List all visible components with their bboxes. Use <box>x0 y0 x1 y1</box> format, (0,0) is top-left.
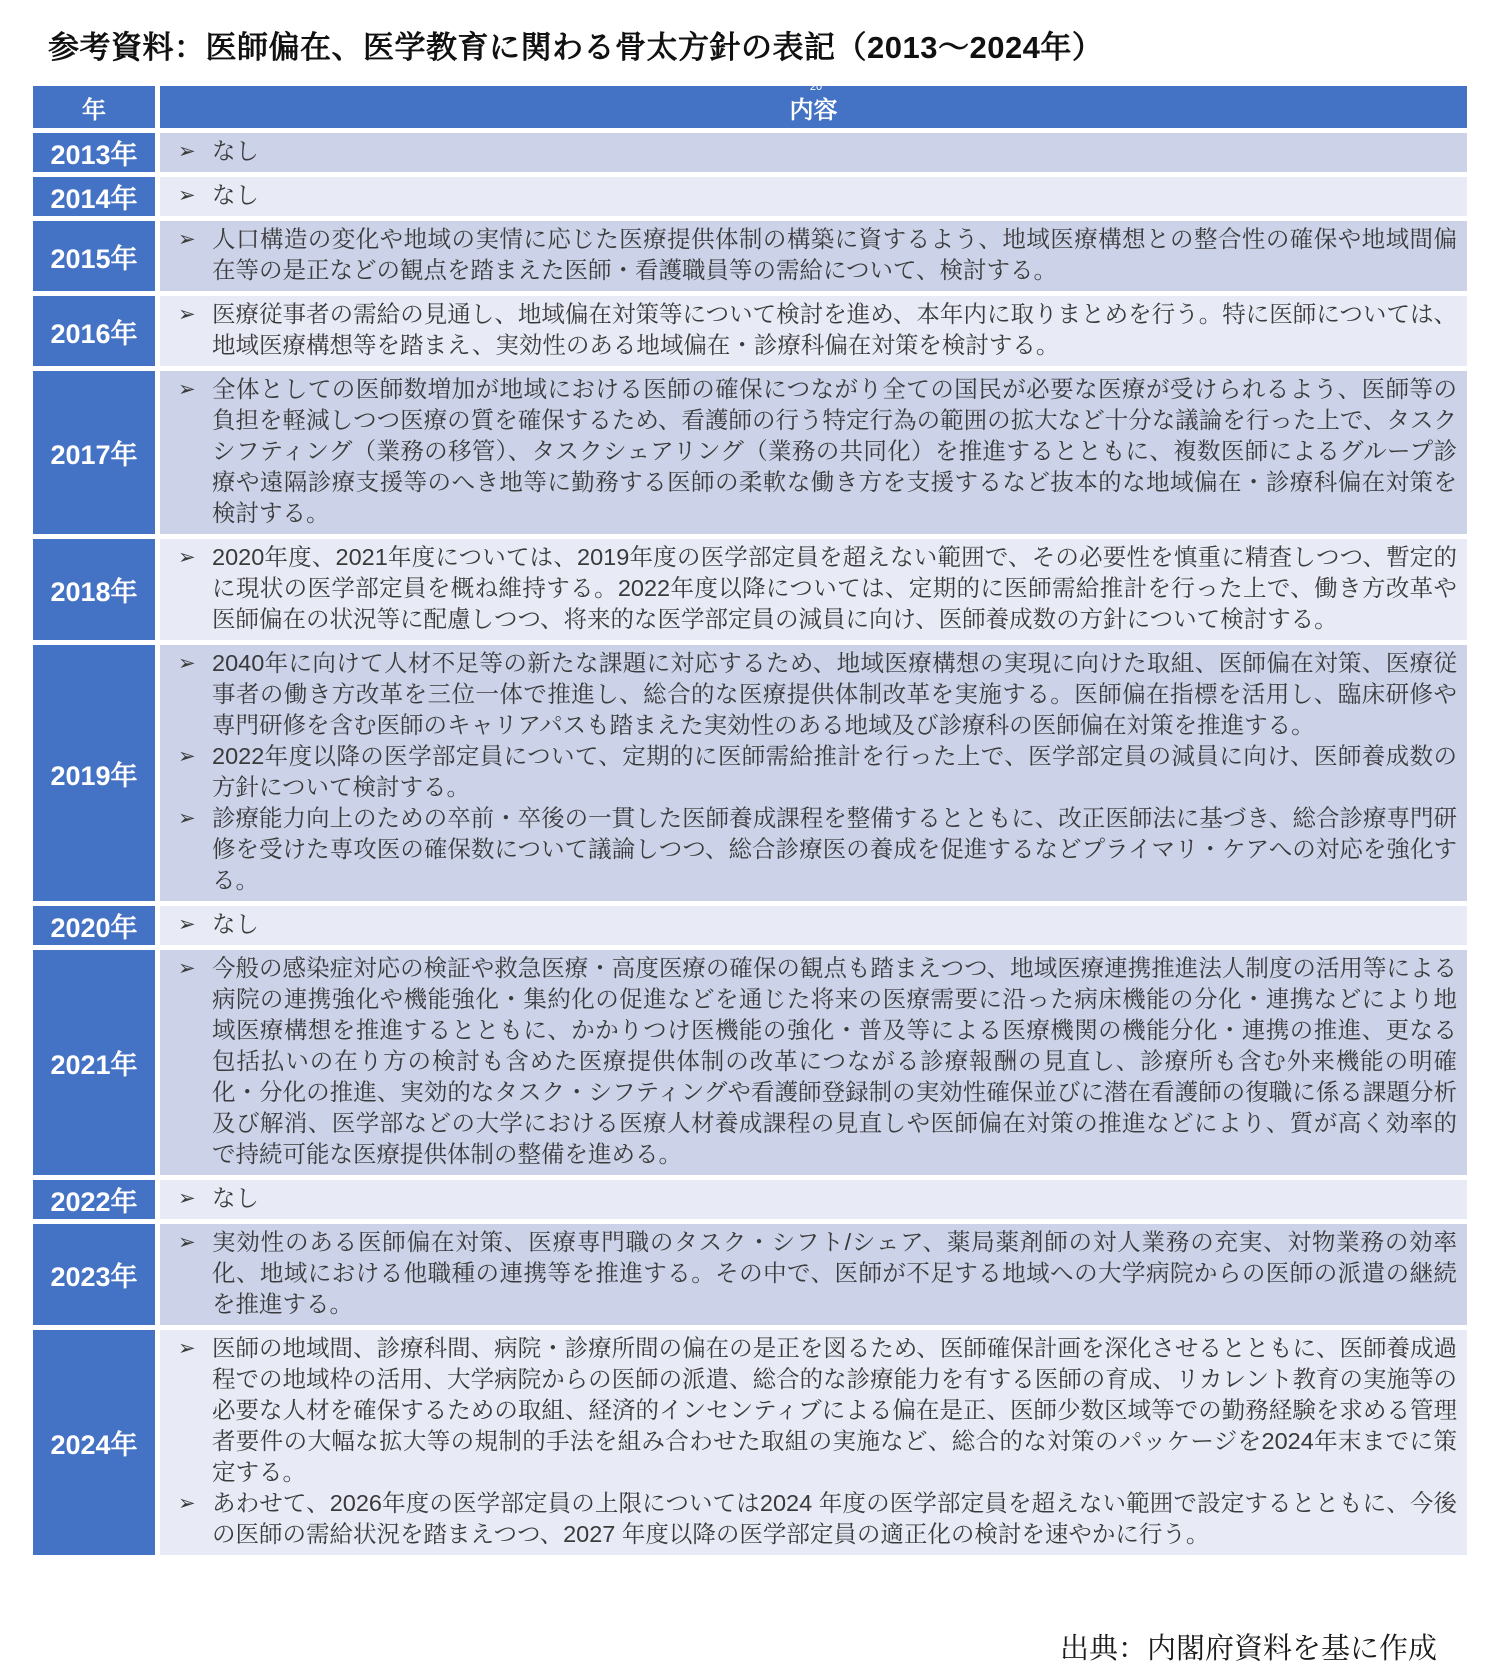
bullet-item <box>176 224 1457 286</box>
arrow-bullet-icon: ➢ <box>178 1187 196 1210</box>
item-text: なし <box>212 138 259 164</box>
year-cell: 2020年 <box>33 906 155 945</box>
item-text: 実効性のある医師偏在対策、医療専門職のタスク・シフト/シェア、薬局薬剤師の対人業務の充実、対物業務の効率化、地域における他職種の連携等を推進する。その中で、医師が不足する地域への大学病院からの医師の派遣の継続を推進する。 <box>212 1229 1457 1317</box>
source-note: 出典：内閣府資料を基に作成 <box>1059 1633 1437 1665</box>
content-cell <box>160 371 1467 534</box>
year-cell: 2019年 <box>33 645 155 901</box>
table-row <box>33 296 1467 366</box>
item-text: 2020年度、2021年度については、2019年度の医学部定員を超えない範囲で、その必要性を慎重に精査しつつ、暫定的に現状の医学部定員を概ね維持する。2022年度以降については、定期的に医師需給推計を行った上で、働き方改革や医師偏在の状況等に配慮しつつ、将来的な医学部定員の減員に向け、医師養成数の方針について検討する。 <box>212 544 1457 632</box>
arrow-bullet-icon: ➢ <box>178 807 196 830</box>
arrow-bullet-icon: ➢ <box>178 546 196 569</box>
table-row <box>33 950 1467 1175</box>
arrow-bullet-icon: ➢ <box>178 957 196 980</box>
bullet-item <box>176 374 1457 529</box>
bullet-item <box>176 1333 1457 1488</box>
item-text: 今般の感染症対応の検証や救急医療・高度医療の確保の観点も踏まえつつ、地域医療連携推進法人制度の活用等による病院の連携強化や機能強化・集約化の促進などを通じた将来の医療需要に沿った病床機能の分化・連携などにより地域医療構想を推進するとともに、かかりつけ医機能の強化・普及等による医療機関の機能分化・連携の推進、更なる包括払いの在り方の検討も含めた医療提供体制の改革につながる診療報酬の見直し、診療所も含む外来機能の明確化・分化の推進、実効的なタスク・シフティングや看護師登録制の実効性確保並びに潜在看護師の復職に係る課題分析及び解消、医学部などの大学における医療人材養成課程の見直しや医師偏在対策の推進などにより、質が高く効率的で持続可能な医療提供体制の整備を進める。 <box>212 955 1457 1167</box>
bullet-item <box>176 299 1457 361</box>
header-year-cell: 年 <box>33 86 155 128</box>
header-content-cell <box>160 81 1467 128</box>
arrow-bullet-icon: ➢ <box>178 378 196 401</box>
arrow-bullet-icon: ➢ <box>178 745 196 768</box>
year-cell: 2017年 <box>33 371 155 534</box>
year-cell: 2016年 <box>33 296 155 366</box>
table-row <box>33 906 1467 945</box>
item-text: 医師の地域間、診療科間、病院・診療所間の偏在の是正を図るため、医師確保計画を深化させるとともに、医師養成過程での地域枠の活用、大学病院からの医師の派遣、総合的な診療能力を有する医師の育成、リカレント教育の実施等の必要な人材を確保するための取組、経済的インセンティブによる偏在是正、医師少数区域等での勤務経験を求める管理者要件の大幅な拡大等の規制的手法を組み合わせた取組の実施など、総合的な対策のパッケージを2024年末までに策定する。 <box>212 1335 1457 1485</box>
content-cell <box>160 906 1467 945</box>
bullet-item <box>176 741 1457 803</box>
year-cell: 2021年 <box>33 950 155 1175</box>
bullet-item <box>176 180 1457 211</box>
table-row <box>33 133 1467 172</box>
header-content-label: 内容 <box>789 96 838 124</box>
bullet-item <box>176 1183 1457 1214</box>
arrow-bullet-icon: ➢ <box>178 1337 196 1360</box>
table-header-row <box>33 81 1467 128</box>
table-row <box>33 221 1467 291</box>
bullet-item <box>176 1227 1457 1320</box>
arrow-bullet-icon: ➢ <box>178 1231 196 1254</box>
bullet-item <box>176 803 1457 896</box>
item-text: 全体としての医師数増加が地域における医師の確保につながり全ての国民が必要な医療が受けられるよう、医師等の負担を軽減しつつ医療の質を確保するため、看護師の行う特定行為の範囲の拡大など十分な議論を行った上で、タスクシフティング（業務の移管）、タスクシェアリング（業務の共同化）を推進するとともに、複数医師によるグループ診療や遠隔診療支援等のへき地等に勤務する医師の柔軟な働き方を支援するなど抜本的な地域偏在・診療科偏在対策を検討する。 <box>212 376 1457 526</box>
table-row <box>33 1330 1467 1555</box>
arrow-bullet-icon: ➢ <box>178 184 196 207</box>
item-text: 診療能力向上のための卒前・卒後の一貫した医師養成課程を整備するとともに、改正医師法に基づき、総合診療専門研修を受けた専攻医の確保数について議論しつつ、総合診療医の養成を促進するなどプライマリ・ケアへの対応を強化する。 <box>212 805 1457 893</box>
table-row <box>33 177 1467 216</box>
item-text: 医療従事者の需給の見通し、地域偏在対策等について検討を進め、本年内に取りまとめを行う。特に医師については、地域医療構想等を踏まえ、実効性のある地域偏在・診療科偏在対策を検討する。 <box>212 301 1457 358</box>
policy-table <box>33 81 1467 1560</box>
table-row <box>33 645 1467 901</box>
item-text: なし <box>212 911 259 937</box>
arrow-bullet-icon: ➢ <box>178 140 196 163</box>
content-cell <box>160 1330 1467 1555</box>
year-cell: 2022年 <box>33 1180 155 1219</box>
content-cell <box>160 539 1467 640</box>
bullet-item <box>176 909 1457 940</box>
arrow-bullet-icon: ➢ <box>178 1492 196 1515</box>
item-text: なし <box>212 1185 259 1211</box>
year-cell: 2015年 <box>33 221 155 291</box>
year-cell: 2014年 <box>33 177 155 216</box>
content-cell <box>160 221 1467 291</box>
content-cell <box>160 177 1467 216</box>
header-footnote-mark: 20 <box>809 81 823 93</box>
year-cell: 2013年 <box>33 133 155 172</box>
item-text: 人口構造の変化や地域の実情に応じた医療提供体制の構築に資するよう、地域医療構想との整合性の確保や地域間偏在等の是正などの観点を踏まえた医師・看護職員等の需給について、検討する。 <box>212 226 1457 283</box>
arrow-bullet-icon: ➢ <box>178 228 196 251</box>
content-cell <box>160 1180 1467 1219</box>
year-cell: 2023年 <box>33 1224 155 1325</box>
bullet-item <box>176 136 1457 167</box>
content-cell <box>160 296 1467 366</box>
arrow-bullet-icon: ➢ <box>178 913 196 936</box>
table-row <box>33 539 1467 640</box>
arrow-bullet-icon: ➢ <box>178 652 196 675</box>
bullet-item <box>176 542 1457 635</box>
item-text: 2040年に向けて人材不足等の新たな課題に対応するため、地域医療構想の実現に向けた取組、医師偏在対策、医療従事者の働き方改革を三位一体で推進し、総合的な医療提供体制改革を実施する。医師偏在指標を活用し、臨床研修や専門研修を含む医師のキャリアパスも踏まえた実効性のある地域及び診療科の医師偏在対策を推進する。 <box>212 650 1457 738</box>
year-cell: 2024年 <box>33 1330 155 1555</box>
table-row <box>33 1180 1467 1219</box>
item-text: 2022年度以降の医学部定員について、定期的に医師需給推計を行った上で、医学部定員の減員に向け、医師養成数の方針について検討する。 <box>212 743 1457 800</box>
bullet-item <box>176 953 1457 1170</box>
item-text: なし <box>212 182 259 208</box>
page-title: 参考資料：医師偏在、医学教育に関わる骨太方針の表記（2013～2024年） <box>48 30 1104 65</box>
content-cell <box>160 1224 1467 1325</box>
year-cell: 2018年 <box>33 539 155 640</box>
table-body <box>33 133 1467 1555</box>
item-text: あわせて、2026年度の医学部定員の上限については2024 年度の医学部定員を超えない範囲で設定するとともに、今後の医師の需給状況を踏まえつつ、2027 年度以降の医学部定員の適正化の検討を速やかに行う。 <box>212 1490 1457 1547</box>
content-cell <box>160 645 1467 901</box>
table-row <box>33 1224 1467 1325</box>
content-cell <box>160 133 1467 172</box>
table-row <box>33 371 1467 534</box>
content-cell <box>160 950 1467 1175</box>
bullet-item <box>176 1488 1457 1550</box>
bullet-item <box>176 648 1457 741</box>
arrow-bullet-icon: ➢ <box>178 303 196 326</box>
